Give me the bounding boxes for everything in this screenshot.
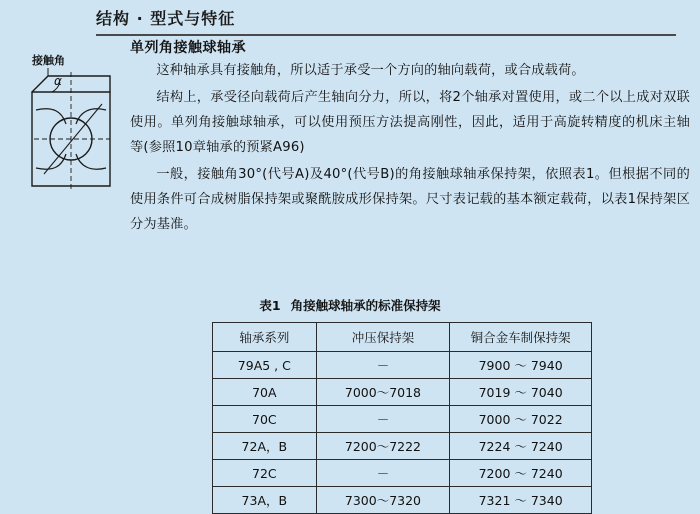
table-row — [213, 379, 592, 406]
header-divider — [96, 34, 676, 36]
cell-series: 72A，B — [213, 433, 317, 460]
cell-machined-cage: 7321 ～ 7340 — [450, 487, 592, 514]
body-text — [130, 58, 690, 239]
table-row — [213, 406, 592, 433]
cell-series: 70C — [213, 406, 317, 433]
column-header-pressed-cage: 冲压保持架 — [316, 323, 450, 352]
cell-machined-cage: 7224 ～ 7240 — [450, 433, 592, 460]
retainer-table — [212, 322, 592, 514]
table-row — [213, 460, 592, 487]
paragraph-2: 结构上，承受径向载荷后产生轴向分力，所以，将2个轴承对置使用，或二个以上成对双联使用。单列角接触球轴承，可以使用预压方法提高刚性，因此，适用于高旋转精度的机床主轴等(参照10章轴承的预紧A96) — [130, 90, 690, 155]
table-row — [213, 487, 592, 514]
page-title: 结构 · 型式与特征 — [96, 9, 236, 28]
contact-angle-label: 接触角 — [32, 54, 65, 67]
cell-machined-cage: 7000 ～ 7022 — [450, 406, 592, 433]
bearing-diagram — [14, 52, 126, 197]
cell-series: 79A5 , C — [213, 352, 317, 379]
table-caption — [0, 296, 700, 314]
table-row — [213, 352, 592, 379]
paragraph-1: 这种轴承具有接触角，所以适于承受一个方向的轴向载荷，或合成载荷。 — [156, 63, 585, 78]
column-header-series: 轴承系列 — [213, 323, 317, 352]
cell-pressed-cage: － — [316, 460, 450, 487]
cell-machined-cage: 7200 ～ 7240 — [450, 460, 592, 487]
cell-machined-cage: 7019 ～ 7040 — [450, 379, 592, 406]
section-heading: 单列角接触球轴承 — [130, 40, 246, 56]
table-header-row — [213, 323, 592, 352]
table-title: 角接触球轴承的标准保持架 — [290, 298, 441, 313]
cell-machined-cage: 7900 ～ 7940 — [450, 352, 592, 379]
cell-pressed-cage: － — [316, 406, 450, 433]
table-number: 表1 — [259, 298, 281, 313]
cell-pressed-cage: － — [316, 352, 450, 379]
cell-series: 70A — [213, 379, 317, 406]
alpha-symbol-label: α — [54, 74, 62, 88]
cell-series: 73A，B — [213, 487, 317, 514]
cell-pressed-cage: 7300～7320 — [316, 487, 450, 514]
cell-pressed-cage: 7200～7222 — [316, 433, 450, 460]
paragraph-3: 一般，接触角30°(代号A)及40°(代号B)的角接触球轴承保持架，依照表1。但根据不同的使用条件可合成树脂保持架或聚酰胺成形保持架。尺寸表记载的基本额定载荷，以表1保持架区分为基准。 — [130, 167, 690, 232]
page-header — [96, 6, 696, 36]
cell-series: 72C — [213, 460, 317, 487]
column-header-machined-brass-cage: 铜合金车制保持架 — [450, 323, 592, 352]
bearing-cross-section-icon — [14, 66, 126, 198]
cell-pressed-cage: 7000～7018 — [316, 379, 450, 406]
table-row — [213, 433, 592, 460]
